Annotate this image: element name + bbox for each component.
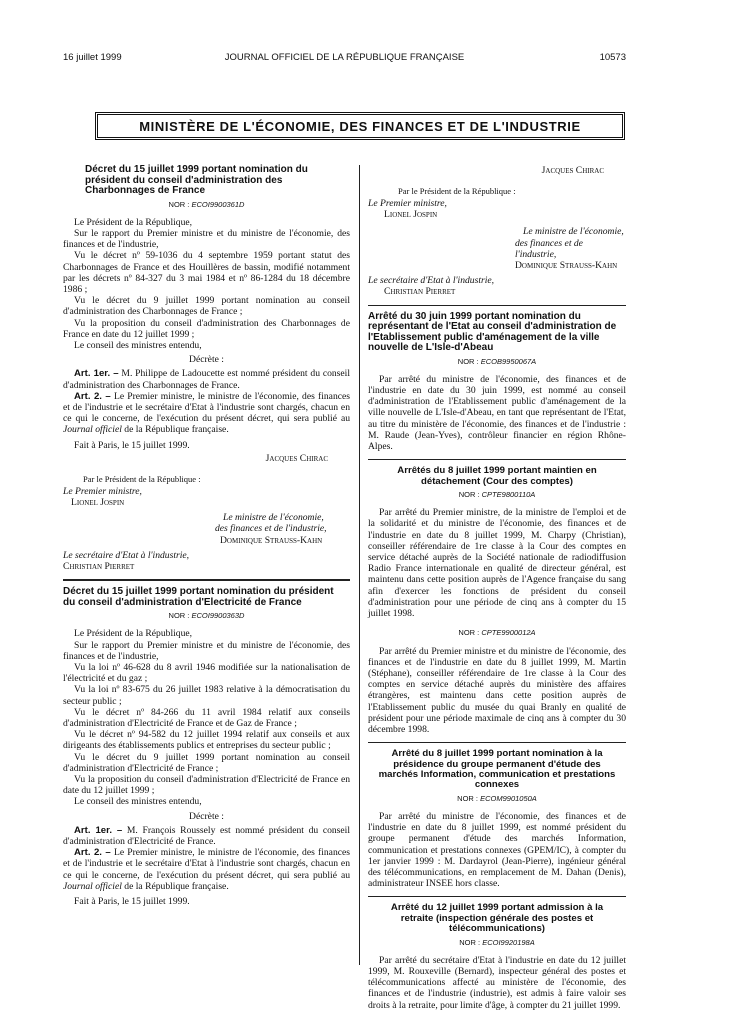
paragraph: Vu le décret nº 84-266 du 11 avril 1984 relatif aux conseils d'administration d'Electricité de France et de Gaz de France ; <box>63 706 350 730</box>
arrete-text: Par arrêté du Premier ministre et du ministre de l'économie, des finances et de l'industrie en date du 8 juillet 1999, M. Martin (Stéphane), conseiller référendaire de 1re classe à la Cour des comptes en service détaché auprès du ministère des affaires étrangères, est maintenu dans cette position auprès de l'Etablissement public du musée du quai Branly en qualité de président pour une période maximale de cinq ans à compter du 30 décembre 1998. <box>368 645 626 735</box>
header-journal-title: JOURNAL OFFICIEL DE LA RÉPUBLIQUE FRANÇAISE <box>224 52 465 63</box>
section-separator <box>368 896 626 897</box>
paragraph: Vu le décret du 9 juillet 1999 portant nomination au conseil d'administration des Charbonnages de France ; <box>63 295 350 318</box>
section-separator <box>63 579 350 581</box>
section-separator <box>368 742 626 743</box>
section-separator <box>368 459 626 460</box>
secretary-name: Christian Pierret <box>384 286 456 298</box>
par-le-president: Par le Président de la République : <box>83 473 201 484</box>
nor-reference: NOR : CPTE9900012A <box>458 628 536 638</box>
paragraph: Le conseil des ministres entendu, <box>74 796 202 808</box>
done-at: Fait à Paris, le 15 juillet 1999. <box>74 439 190 451</box>
arrete-title: Arrêtés du 8 juillet 1999 portant maintien en détachement (Cour des comptes) <box>397 465 597 487</box>
nor-reference: NOR : CPTE9800110A <box>458 490 536 500</box>
nor-reference: NOR : ECOI9920198A <box>459 937 535 947</box>
minister-name: Dominique Strauss-Kahn <box>220 534 323 546</box>
decree-title: Décret du 15 juillet 1999 portant nomination du président du conseil d'administration d'Electricité de France <box>63 586 334 608</box>
ministry-heading: MINISTÈRE DE L'ÉCONOMIE, DES FINANCES ET DE L'INDUSTRIE <box>139 118 581 134</box>
paragraph: Sur le rapport du Premier ministre et du ministre de l'économie, des finances et de l'industrie, <box>63 639 350 662</box>
signature-president: Jacques Chirac <box>541 165 604 176</box>
article-2: Art. 2. – Le Premier ministre, le ministre de l'économie, des finances et de l'industrie et le secrétaire d'Etat à l'industrie sont chargés, chacun en ce qui le concerne, de l'exécution du présent décret, qui sera publié au Journal officiel de la République française. <box>63 390 350 436</box>
article-1: Art. 1er. – M. Philippe de Ladoucette est nommé président du conseil d'administration des Charbonnages de France. <box>63 368 350 391</box>
nor-reference: NOR : ECOB9950067A <box>457 356 537 366</box>
minister-name: Dominique Strauss-Kahn <box>515 260 618 272</box>
paragraph: Vu la proposition du conseil d'administration des Charbonnages de France en date du 12 juillet 1999 ; <box>63 317 350 340</box>
nor-reference: NOR : ECOI9900363D <box>168 611 245 621</box>
arrete-title: Arrêté du 8 juillet 1999 portant nomination à la présidence du groupe permanent d'étude des marchés Information, communication et prestations connexes <box>378 748 616 791</box>
header-page-number: 10573 <box>599 52 626 63</box>
section-separator <box>368 305 626 306</box>
done-at: Fait à Paris, le 15 juillet 1999. <box>74 896 190 908</box>
minister-role-2: des finances et de l'industrie, <box>515 237 583 260</box>
header-date: 16 juillet 1999 <box>63 52 122 63</box>
paragraph: Le conseil des ministres entendu, <box>74 339 202 351</box>
paragraph: Le Président de la République, <box>74 628 193 640</box>
minister-role: Le ministre de l'économie, <box>523 226 624 238</box>
minister-role: Le ministre de l'économie, <box>223 512 324 524</box>
right-column <box>368 165 626 1011</box>
pm-name: Lionel Jospin <box>384 209 438 221</box>
pm-role: Le Premier ministre, <box>368 198 447 209</box>
arrete-text: Par arrêté du secrétaire d'Etat à l'industrie en date du 12 juillet 1999, M. Rouxeville (Bernard), inspecteur général des postes et télécommunications affecté au ministère de l'économie, des finances et de l'industrie (industrie), est admis à faire valoir ses droits à la retraite, pour limite d'âge, à compter du 21 juillet 1999. <box>368 954 626 1011</box>
minister-role-2: des finances et de l'industrie, <box>215 523 327 535</box>
arrete-title: Arrêté du 30 juin 1999 portant nomination du représentant de l'Etat au conseil d'administration de l'Etablissement public d'aménagement de la ville nouvelle de L'Isle-d'Abeau <box>368 310 617 354</box>
paragraph: Vu la loi nº 83-675 du 26 juillet 1983 relative à la démocratisation du secteur public ; <box>63 684 350 707</box>
nor-reference: NOR : ECOM9901050A <box>457 793 537 803</box>
nor-reference: NOR : ECOI9900361D <box>168 199 245 209</box>
paragraph: Vu le décret du 9 juillet 1999 portant nomination au conseil d'administration d'Electricité de France ; <box>63 751 350 774</box>
arrete-text: Par arrêté du ministre de l'économie, des finances et de l'industrie en date du 30 juin 1999, est nommé au conseil d'administration de l'Etablissement public d'aménagement de la ville nouvelle de L'Isle-d'Abeau, en tant que représentant de l'Etat, au titre du ministère de l'économie, des finances et de l'industrie : M. Raude (Jean-Yves), contrôleur financier en région Rhône-Alpes. <box>368 373 626 453</box>
decrete-label: Décrète : <box>189 354 224 366</box>
paragraph: Vu la loi nº 46-628 du 8 avril 1946 modifiée sur la nationalisation de l'électricité et du gaz ; <box>63 662 350 685</box>
article-1: Art. 1er. – M. François Roussely est nommé président du conseil d'administration d'Electricité de France. <box>63 824 350 848</box>
arrete-title: Arrêté du 12 juillet 1999 portant admission à la retraite (inspection générale des postes et télécommunications) <box>390 902 604 935</box>
paragraph: Sur le rapport du Premier ministre et du ministre de l'économie, des finances et de l'industrie, <box>63 227 350 251</box>
secretary-role: Le secrétaire d'Etat à l'industrie, <box>368 275 495 287</box>
decrete-label: Décrète : <box>189 810 224 822</box>
pm-role: Le Premier ministre, <box>63 485 142 497</box>
column-divider <box>359 165 360 965</box>
secretary-name: Christian Pierret <box>63 560 135 572</box>
pm-name: Lionel Jospin <box>71 496 125 508</box>
decree-title: Décret du 15 juillet 1999 portant nomination du président du conseil d'administration des Charbonnages de France <box>85 164 308 196</box>
ministry-heading-box <box>95 112 625 140</box>
paragraph: Vu la proposition du conseil d'administration d'Electricité de France en date du 12 juillet 1999 ; <box>63 774 350 797</box>
arrete-text: Par arrêté du ministre de l'économie, des finances et de l'industrie en date du 8 juillet 1999, est nommé président du groupe permanent d'étude des marchés Information, communication et prestations connexes (GPEM/IC), à compter du 1er janvier 1999 : M. Dardayrol (Jean-Pierre), ingénieur général des télécommunications, en remplacement de M. Dahan (Denis), administrateur INSEE hors classe. <box>368 810 626 890</box>
article-2: Art. 2. – Le Premier ministre, le ministre de l'économie, des finances et de l'industrie et le secrétaire d'Etat à l'industrie sont chargés, chacun en ce qui le concerne, de l'exécution du présent décret, qui sera publié au Journal officiel de la République française. <box>63 847 350 892</box>
paragraph: Le Président de la République, <box>74 216 193 228</box>
left-column <box>63 165 350 907</box>
arrete-text: Par arrêté du Premier ministre, de la ministre de l'emploi et de la solidarité et du ministre de l'économie, des finances et de l'industrie en date du 8 juillet 1999, M. Charpy (Christian), conseiller référendaire de 1re classe à la Cour des comptes en service détaché auprès de la Société nationale de radiodiffusion Radio France internationale en qualité de directeur général, est maintenu dans cette position auprès de l'Agence française du sang afin d'exercer les fonctions de président du conseil d'administration pour une période de cinq ans à compter du 15 juillet 1998. <box>368 507 626 620</box>
par-le-president: Par le Président de la République : <box>398 185 516 196</box>
paragraph: Vu le décret nº 94-582 du 12 juillet 1994 relatif aux conseils et aux dirigeants des établissements publics et entreprises du secteur public ; <box>63 729 350 752</box>
signature-president: Jacques Chirac <box>265 452 328 464</box>
paragraph: Vu le décret nº 59-1036 du 4 septembre 1959 portant statut des Charbonnages de France et des Houillères de bassin, modifié notamment par les décrets nº 84-327 du 3 mai 1984 et nº 86-1284 du 18 décembre 1986 ; <box>63 250 350 295</box>
secretary-role: Le secrétaire d'Etat à l'industrie, <box>63 549 190 561</box>
